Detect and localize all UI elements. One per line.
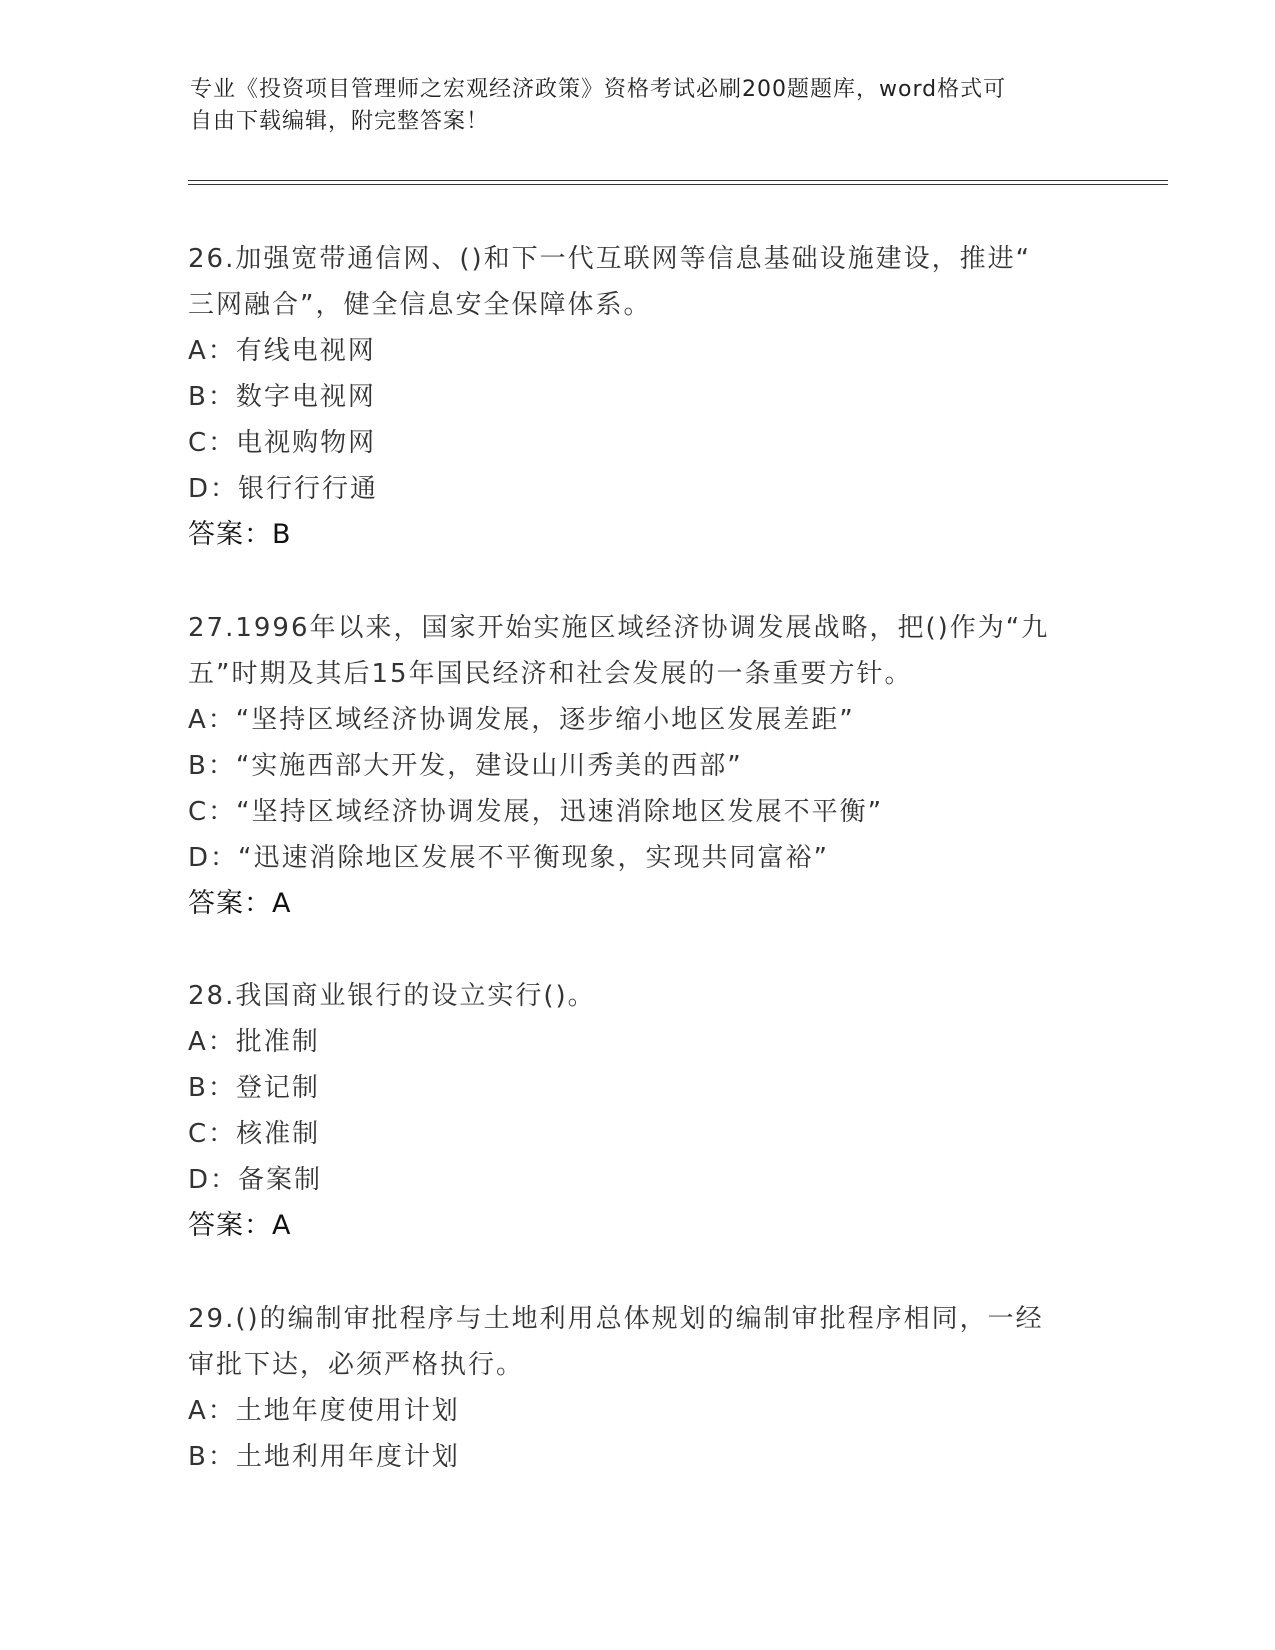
header-line-1: 专业《投资项目管理师之宏观经济政策》资格考试必刷200题题库，word格式可	[190, 77, 1007, 102]
answer-label: 答案：A	[188, 1210, 292, 1241]
question-26	[188, 236, 1088, 558]
question-stem-line: 审批下达，必须严格执行。	[188, 1350, 525, 1380]
question-stem-line: 三网融合”，健全信息安全保障体系。	[188, 290, 652, 320]
answer-label: 答案：A	[188, 888, 292, 919]
question-stem-line: 28.我国商业银行的设立实行()。	[188, 981, 596, 1011]
question-stem-line: 27.1996年以来，国家开始实施区域经济协调发展战略，把()作为“九	[188, 613, 1050, 643]
answer-label: 答案：B	[188, 519, 292, 550]
question-stem-line: 五”时期及其后15年国民经济和社会发展的一条重要方针。	[188, 659, 913, 689]
question-29	[188, 1296, 1088, 1480]
option-a: A：批准制	[188, 1027, 320, 1057]
option-b: B：登记制	[188, 1073, 320, 1103]
option-b: B：“实施西部大开发，建设山川秀美的西部”	[188, 751, 743, 781]
header-divider-top	[188, 180, 1168, 181]
option-c: C：电视购物网	[188, 428, 377, 458]
header-divider-bottom	[188, 184, 1168, 185]
question-27	[188, 605, 1088, 927]
document-header	[190, 74, 1090, 138]
option-a: A：“坚持区域经济协调发展，逐步缩小地区发展差距”	[188, 705, 855, 735]
option-c: C：“坚持区域经济协调发展，迅速消除地区发展不平衡”	[188, 797, 884, 827]
option-d: D：“迅速消除地区发展不平衡现象，实现共同富裕”	[188, 843, 829, 873]
option-a: A：土地年度使用计划	[188, 1396, 460, 1426]
question-28	[188, 973, 1088, 1249]
question-stem-line: 29.()的编制审批程序与土地利用总体规划的编制审批程序相同，一经	[188, 1304, 1044, 1334]
question-stem-line: 26.加强宽带通信网、()和下一代互联网等信息基础设施建设，推进“	[188, 244, 1032, 274]
option-d: D：备案制	[188, 1165, 323, 1195]
header-line-2: 自由下载编辑，附完整答案！	[190, 109, 490, 134]
option-b: B：数字电视网	[188, 382, 376, 412]
option-d: D：银行行行通	[188, 474, 379, 504]
option-a: A：有线电视网	[188, 336, 376, 366]
option-c: C：核准制	[188, 1119, 321, 1149]
option-b: B：土地利用年度计划	[188, 1442, 460, 1472]
